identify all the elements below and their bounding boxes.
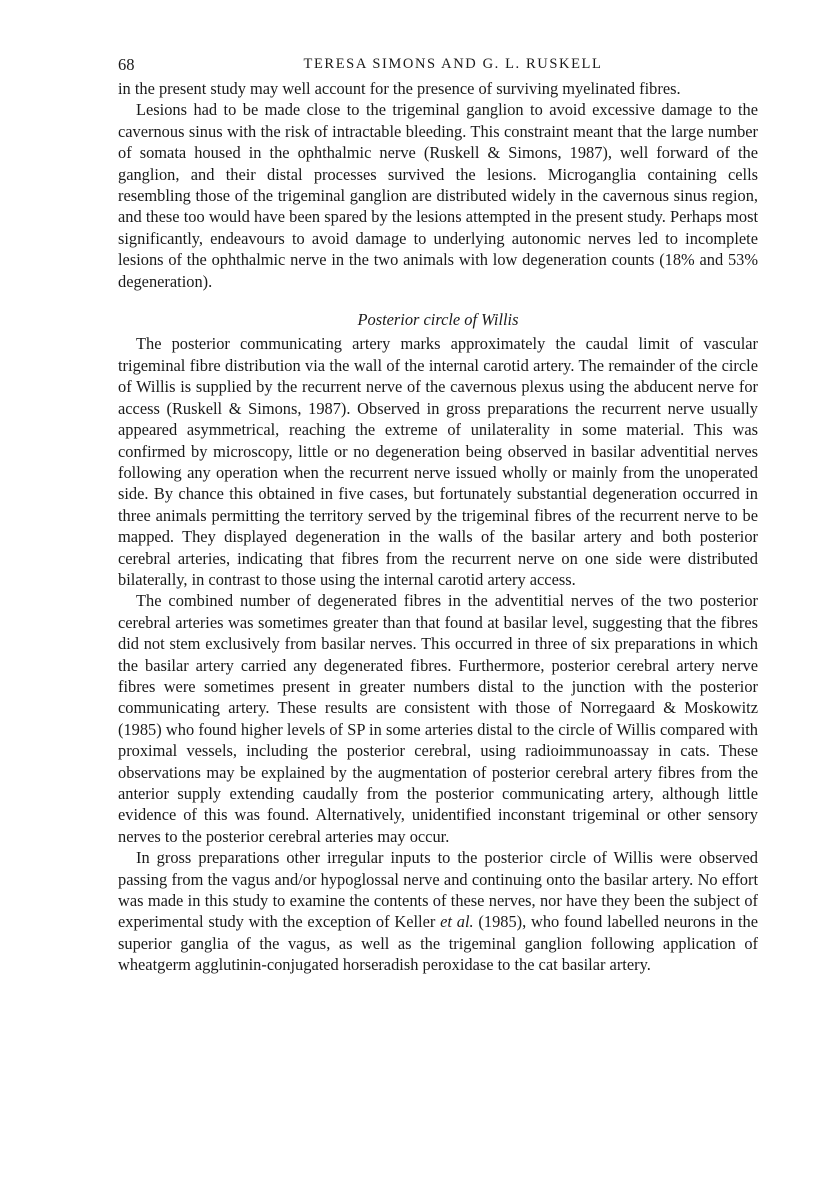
text-run: The combined number of degenerated fibres in the adventitial nerves of the two posterior cerebral arteries was sometimes greater than that found at basilar level, suggesting that the fibres did not stem exclusively from basilar nerves. This occurred in three of six preparations in which the basilar artery carried any degenerated fibres. Furthermore, posterior cerebral artery nerve fibres were sometimes present in greater numbers distal to the junction with the posterior communicating artery. These results are consistent with those of Norregaard & Moskowitz (1985) who found higher levels of SP in some arteries distal to the circle of Willis compared with proximal vessels, including the posterior cerebral, using radioimmunoassay in cats. These observations may be explained by the augmentation of posterior cerebral artery fibres from the anterior supply extending caudally from the posterior communicating artery, although little evidence of this was found. Alternatively, unidentified inconstant trigeminal or other sensory nerves to the posterior cerebral arteries may occur. bbox=[118, 591, 758, 846]
text-run: in the present study may well account for the presence of surviving myelinated fibres. bbox=[118, 79, 681, 98]
section-heading: Posterior circle of Willis bbox=[357, 310, 519, 330]
document-page bbox=[118, 54, 758, 976]
text-run: (1985), who found labelled neurons in the superior ganglia of the vagus, as well as the trigeminal ganglion following application of wheatgerm agglutinin-conjugated horseradish peroxidase to the cat basilar artery. bbox=[118, 912, 758, 975]
paragraph bbox=[118, 590, 758, 847]
text-run: Lesions had to be made close to the trigeminal ganglion to avoid excessive damage to the cavernous sinus with the risk of intractable bleeding. This constraint meant that the large number of somata housed in the ophthalmic nerve (Ruskell & Simons, 1987), well forward of the ganglion, and their distal processes survived the lesions. Microganglia containing cells resembling those of the trigeminal ganglion are distributed widely in the cavernous sinus region, and these too would have been spared by the lesions attempted in the present study. Perhaps most significantly, endeavours to avoid damage to underlying autonomic nerves led to incomplete lesions of the ophthalmic nerve in the two animals with low degeneration counts (18% and 53% degeneration). bbox=[118, 100, 758, 291]
body-text-before-section bbox=[118, 78, 758, 292]
page-number: 68 bbox=[118, 55, 135, 74]
body-text-after-section bbox=[118, 333, 758, 975]
paragraph bbox=[118, 333, 758, 590]
text-run: The posterior communicating artery marks approximately the caudal limit of vascular trigeminal fibre distribution via the wall of the internal carotid artery. The remainder of the circle of Willis is supplied by the recurrent nerve of the cavernous plexus using the abducent nerve for access (Ruskell & Simons, 1987). Observed in gross preparations the recurrent nerve usually appeared asymmetrical, reaching the extreme of unilaterality in some material. This was confirmed by microscopy, little or no degeneration being observed in basilar adventitial nerves following any operation when the recurrent nerve issued wholly or mainly from the unoperated side. By chance this obtained in five cases, but fortunately substantial degeneration occurred in three animals permitting the territory served by the trigeminal fibres of the recurrent nerve to be mapped. They displayed degeneration in the walls of the basilar artery and both posterior cerebral arteries, indicating that fibres from the recurrent nerve on one side were distributed bilaterally, in contrast to those using the internal carotid artery access. bbox=[118, 334, 758, 589]
paragraph bbox=[118, 99, 758, 292]
text-run: In gross preparations other irregular inputs to the posterior circle of Willis were observed passing from the vagus and/or hypoglossal nerve and continuing onto the basilar artery. No effort was made in this study to examine the contents of these nerves, nor have they been the subject of experimental study with the exception of Keller bbox=[118, 848, 758, 932]
paragraph bbox=[118, 78, 758, 99]
running-header bbox=[118, 54, 758, 76]
running-title: TERESA SIMONS AND G. L. RUSKELL bbox=[303, 56, 603, 72]
paragraph bbox=[118, 847, 758, 975]
italic-text: et al. bbox=[440, 912, 474, 932]
